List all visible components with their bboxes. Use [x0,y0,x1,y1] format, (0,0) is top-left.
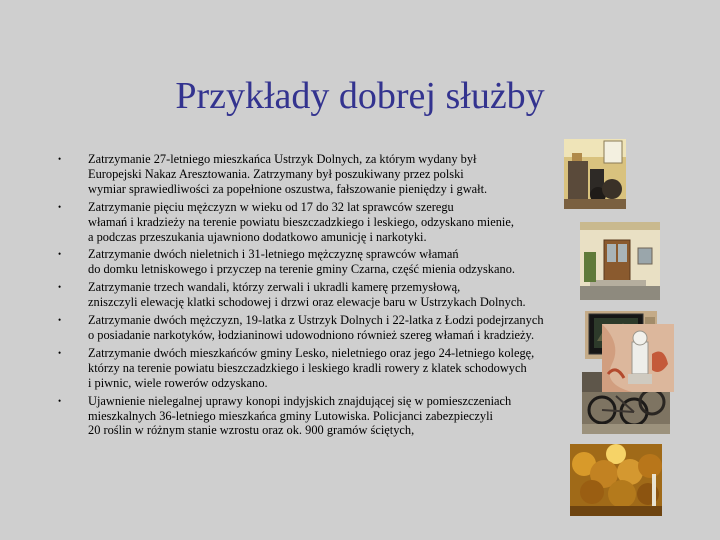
statue-photo [602,324,674,392]
house-facade-photo [580,222,660,300]
bullet-text: Zatrzymanie dwóch mieszkańców gminy Lesko, nieletniego oraz jego 24-letniego kolegę, którzy na terenie powiatu bieszczadzkiego i leskiego kradli rowery z klatek schodowych i piwnic, wiele rowerów odzyskano. [88,345,535,390]
bullet-marker: • [58,395,62,406]
bullet-text: Ujawnienie nielegalnej uprawy konopi indyjskich znajdującej się w pomieszczeniach mieszkalnych 36-letniego mieszkańca gminy Lutowiska. Policjanci zabezpieczyli 20 roślin w różnym stanie wzrostu oraz ok. 900 gramów ściętych, [88,393,512,438]
bullet-marker: • [58,201,62,212]
bullet-item [56,394,616,439]
bullet-marker: • [58,347,62,358]
bullet-text: Zatrzymanie trzech wandali, którzy zerwali i ukradli kamerę przemysłową, zniszczyli elewację klatki schodowej i drzwi oraz elewacje baru w Ustrzykach Dolnych. [88,280,526,310]
bullet-marker: • [58,315,62,326]
bullet-item [56,313,616,343]
bullet-text: Zatrzymanie 27-letniego mieszkańca Ustrzyk Dolnych, za którym wydany był Europejski Nakaz Aresztowania. Zatrzymany był poszukiwany przez polski wymiar sprawiedliwości za popełnione oszustwa, fałszowanie pieniędzy i gwałt. [88,152,488,196]
bullet-item [56,152,616,197]
bullet-item [56,280,616,310]
bullet-text: Zatrzymanie dwóch mężczyzn, 19-latka z Ustrzyk Dolnych i 22-latka z Łodzi podejrzanych o posiadanie narkotyków, łodzianinowi udowodniono również szereg włamań i kradzieży. [88,313,544,342]
cannabis-cultivation-photo [570,444,662,516]
bullet-item [56,346,616,391]
bullet-text: Zatrzymanie dwóch nieletnich i 31-letniego mężczyznę sprawców włamań do domku letniskowego i przyczep na terenie gminy Czarna, część mienia odzyskano. [88,247,515,277]
slide-title: Przykłady dobrej służby [175,75,545,117]
bullet-marker: • [58,249,62,260]
room-interior-photo [564,139,626,209]
bullet-item [56,247,616,277]
bullet-text: Zatrzymanie pięciu mężczyzn w wieku od 17 do 32 lat sprawców szeregu włamań i kradzieży na terenie powiatu bieszczadzkiego i leskiego, odzyskano mienie, a podczas przeszukania ujawniono dodatkowo amunicję i narkotyki. [88,199,514,244]
bullet-marker: • [58,282,62,293]
bullet-marker: • [58,154,62,164]
bullet-item [56,200,616,245]
bullet-list [56,152,616,441]
